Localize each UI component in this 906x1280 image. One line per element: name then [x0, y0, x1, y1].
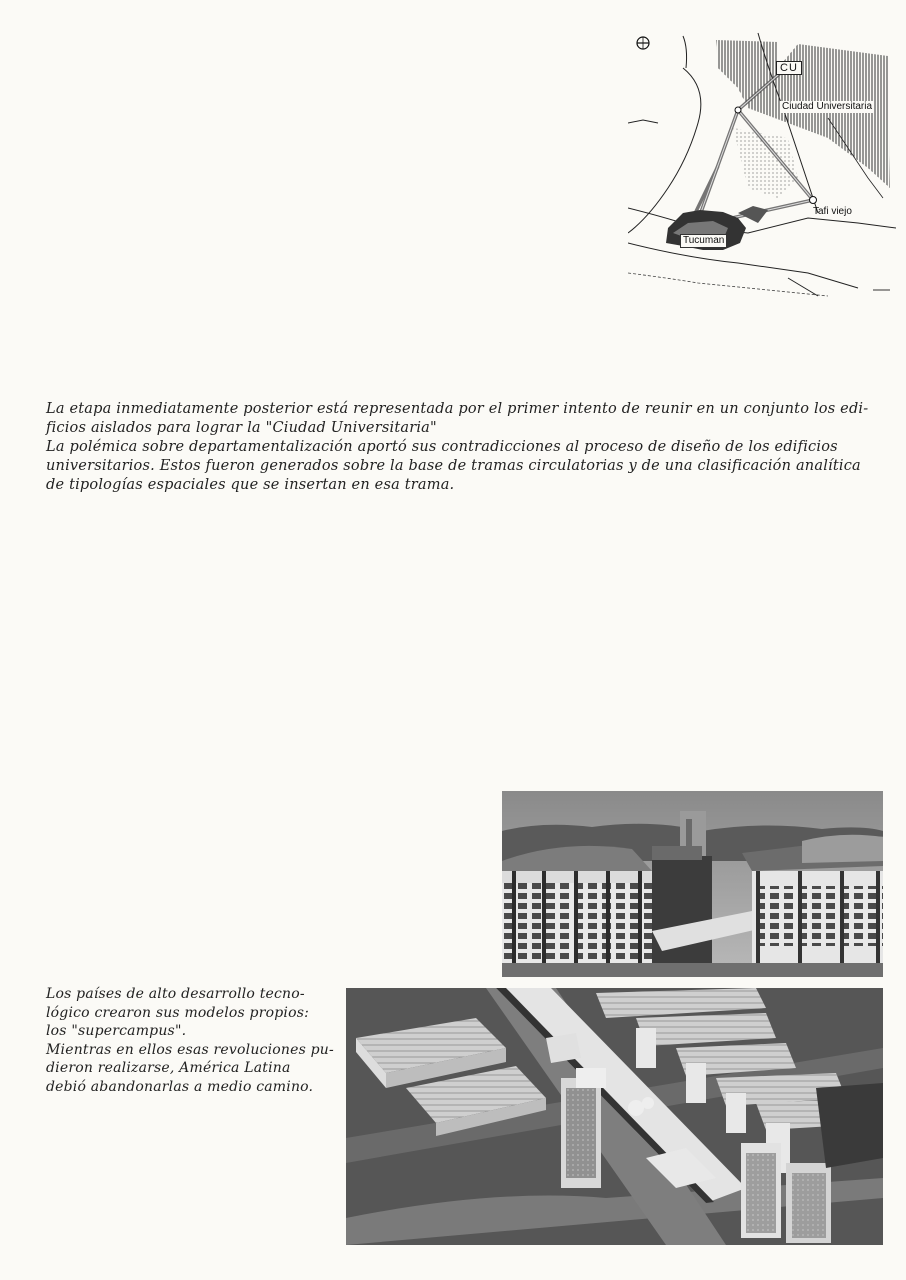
campus-model-photo: [346, 988, 883, 1245]
paragraph-line: La etapa inmediatamente posterior está representada por el primer intento de reunir en un conjunto los edi-: [46, 401, 869, 417]
paragraph-line: de tipologías espaciales que se insertan en esa trama.: [46, 477, 455, 493]
caption-line: debió abandonarlas a medio camino.: [46, 1078, 314, 1095]
map-drawing: [628, 28, 896, 300]
paragraph-line: ficios aislados para lograr la "Ciudad Universitaria": [46, 420, 437, 436]
paragraph-line: La polémica sobre departamentalización aportó sus contradicciones al proceso de diseño de los edificios: [46, 439, 838, 455]
map-label-tafi-viejo: Tafi viejo: [813, 206, 852, 217]
map-label-ciudad-universitaria: Ciudad Universitaria: [782, 101, 873, 112]
location-map: [628, 28, 896, 300]
photo-caption: [46, 985, 336, 1096]
caption-line: Los países de alto desarrollo tecno-: [46, 986, 305, 1002]
body-paragraph: [46, 400, 894, 495]
map-label-cu: CU: [776, 61, 802, 75]
paragraph-line: universitarios. Estos fueron generados sobre la base de tramas circulatorias y de una clasificación analítica: [46, 458, 861, 474]
caption-line: lógico crearon sus modelos propios:: [46, 1004, 309, 1021]
caption-line: Mientras en ellos esas revoluciones pu-: [46, 1041, 334, 1058]
caption-line: los "supercampus".: [46, 1023, 187, 1039]
building-photo: [502, 791, 883, 977]
map-label-tucuman: Tucuman: [680, 234, 727, 248]
caption-line: dieron realizarse, América Latina: [46, 1060, 291, 1076]
